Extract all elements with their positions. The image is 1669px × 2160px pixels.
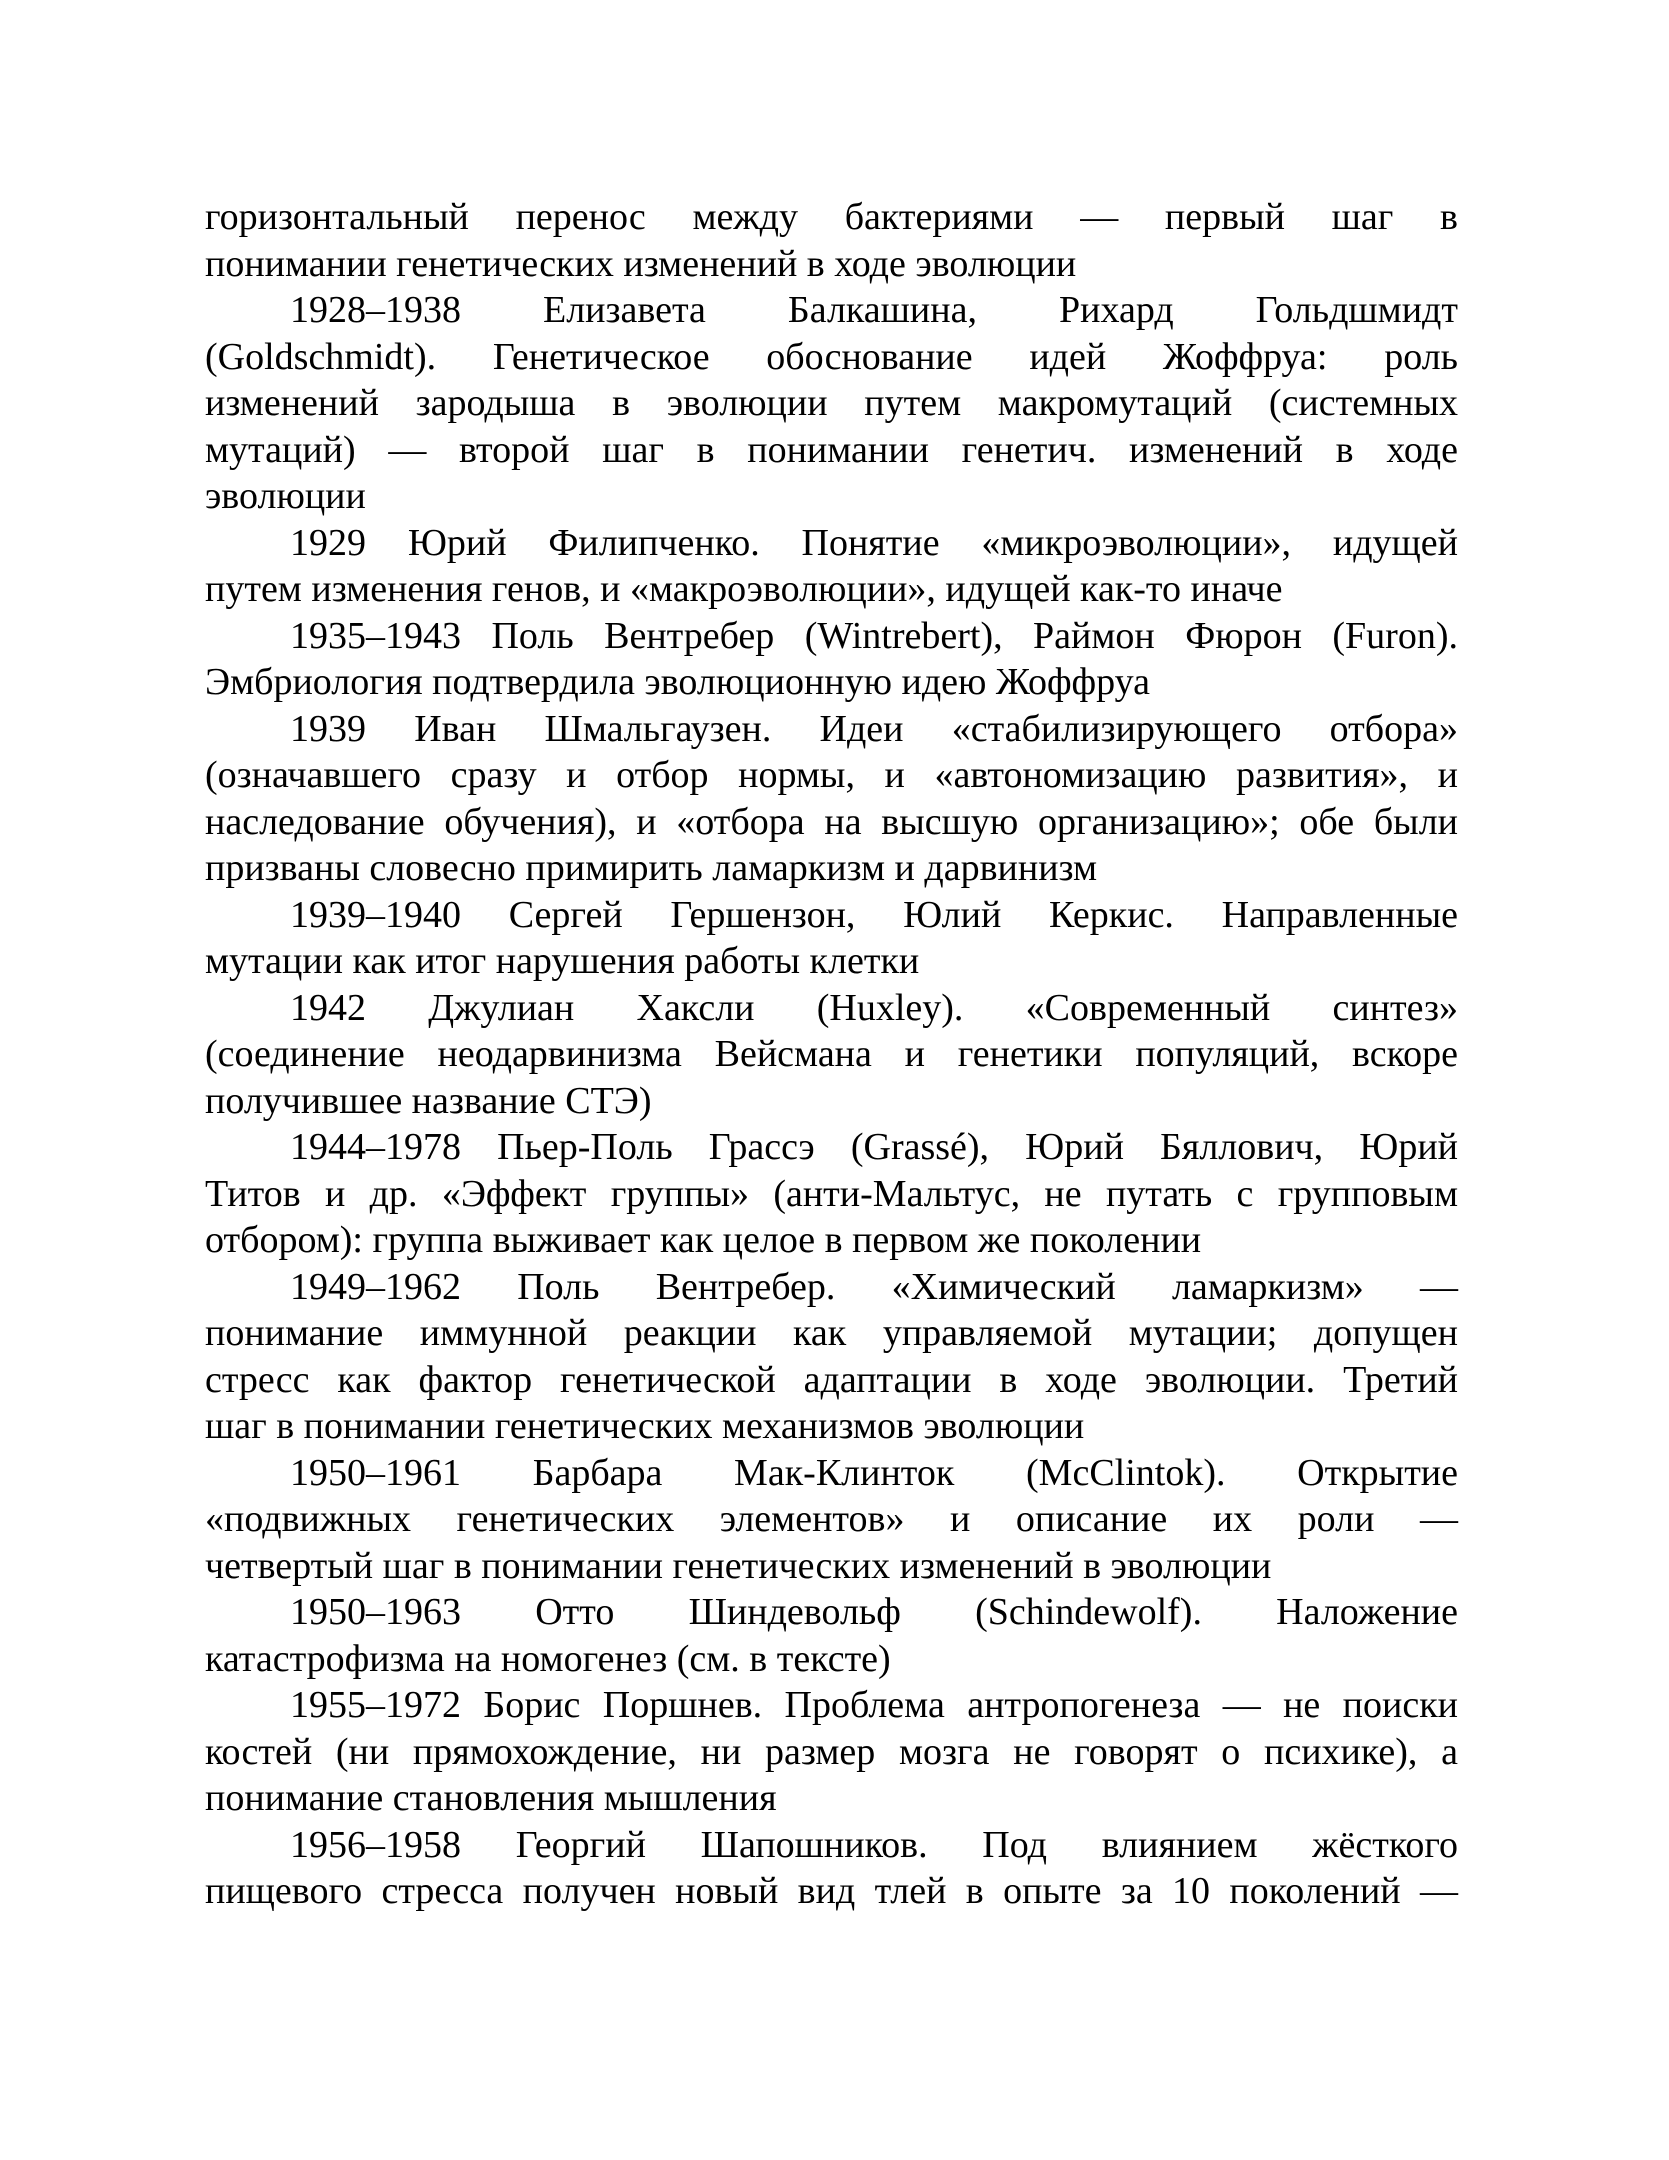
paragraph: [205, 985, 1458, 1125]
text-line: 1949–1962 Поль Вентребер. «Химический ламаркизм» —: [290, 1265, 1458, 1308]
text-line: 1939 Иван Шмальгаузен. Идеи «стабилизирующего отбора»: [290, 707, 1458, 750]
paragraph: [205, 613, 1458, 706]
text-line: мутации как итог нарушения работы клетки: [205, 940, 920, 982]
text-line: призваны словесно примирить ламаркизм и дарвинизм: [205, 847, 1098, 889]
text-line: 1955–1972 Борис Поршнев. Проблема антропогенеза — не поиски: [290, 1684, 1458, 1726]
text-line: понимание становления мышления: [205, 1777, 777, 1819]
text-line: понимании генетических изменений в ходе эволюции: [205, 242, 1077, 285]
text-line: «подвижных генетических элементов» и описание их роли —: [205, 1498, 1458, 1540]
text-line: (означавшего сразу и отбор нормы, и «автономизацию развития», и: [205, 754, 1458, 796]
text-line: 1950–1961 Барбара Мак-Клинток (McClintok). Открытие: [290, 1451, 1458, 1494]
text-line: горизонтальный перенос между бактериями — первый шаг в: [205, 196, 1458, 238]
paragraph: [205, 706, 1458, 892]
paragraph: [205, 1822, 1458, 1915]
text-line: 1929 Юрий Филипченко. Понятие «микроэволюции», идущей: [290, 521, 1458, 564]
text-line: стресс как фактор генетической адаптации в ходе эволюции. Третий: [205, 1358, 1458, 1401]
text-line: наследование обучения), и «отбора на высшую организацию»; обе были: [205, 800, 1458, 843]
paragraph: [205, 1450, 1458, 1590]
text-line: катастрофизма на номогенез (см. в тексте): [205, 1637, 891, 1680]
paragraph: [205, 520, 1458, 613]
text-line: 1939–1940 Сергей Гершензон, Юлий Керкис. Направленные: [290, 893, 1458, 936]
text-line: мутаций) — второй шаг в понимании генетич. изменений в ходе: [205, 428, 1458, 471]
paragraph: [205, 1124, 1458, 1264]
text-line: эволюции: [205, 475, 366, 517]
paragraph: [205, 1264, 1458, 1450]
paragraph: [205, 1589, 1458, 1682]
text-line: понимание иммунной реакции как управляемой мутации; допущен: [205, 1312, 1458, 1354]
text-line: 1950–1963 Отто Шиндевольф (Schindewolf). Наложение: [290, 1591, 1458, 1633]
text-line: 1928–1938 Елизавета Балкашина, Рихард Гольдшмидт: [290, 289, 1458, 331]
text-line: 1935–1943 Поль Вентребер (Wintrebert), Раймон Фюрон (Furon).: [290, 614, 1458, 657]
text-line: путем изменения генов, и «макроэволюции», идущей как-то иначе: [205, 568, 1283, 610]
paragraph: [205, 892, 1458, 985]
paragraph: [205, 194, 1458, 287]
text-line: Эмбриология подтвердила эволюционную идею Жоффруа: [205, 661, 1150, 703]
text-line: изменений зародыша в эволюции путем макромутаций (системных: [205, 382, 1458, 424]
text-line: 1956–1958 Георгий Шапошников. Под влиянием жёсткого: [290, 1823, 1458, 1866]
text-block: [205, 194, 1458, 1915]
paragraph: [205, 287, 1458, 520]
paragraph: [205, 1682, 1458, 1822]
text-line: получившее название СТЭ): [205, 1079, 652, 1122]
text-line: костей (ни прямохождение, ни размер мозга не говорят о психике), а: [205, 1730, 1458, 1773]
text-line: Титов и др. «Эффект группы» (анти-Мальтус, не путать с групповым: [205, 1172, 1458, 1215]
text-line: пищевого стресса получен новый вид тлей в опыте за 10 поколений —: [205, 1870, 1458, 1912]
text-line: шаг в понимании генетических механизмов эволюции: [205, 1405, 1085, 1447]
text-line: (Goldschmidt). Генетическое обоснование идей Жоффруа: роль: [205, 335, 1458, 378]
text-line: 1944–1978 Пьер-Поль Грассэ (Grassé), Юрий Бяллович, Юрий: [290, 1126, 1458, 1168]
text-line: четвертый шаг в понимании генетических изменений в эволюции: [205, 1544, 1272, 1587]
text-line: отбором): группа выживает как целое в первом же поколении: [205, 1219, 1202, 1261]
text-line: 1942 Джулиан Хаксли (Huxley). «Современный синтез»: [290, 986, 1458, 1029]
text-line: (соединение неодарвинизма Вейсмана и генетики популяций, вскоре: [205, 1033, 1458, 1075]
